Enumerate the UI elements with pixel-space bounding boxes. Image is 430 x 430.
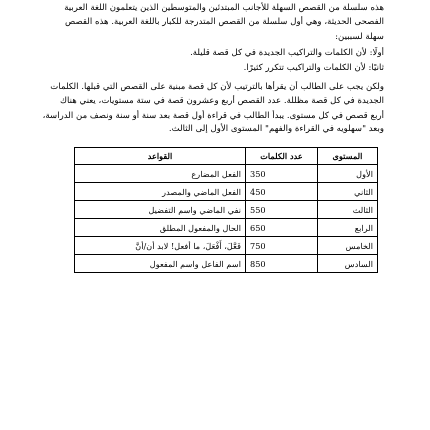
cell-word-count: 350 [246,165,318,183]
intro-line: سهلة لسببين: [335,31,384,42]
header-level: المستوى [318,148,378,165]
cell-word-count: 650 [246,219,318,237]
cell-level: الخامس [318,237,378,255]
cell-rules: اسم الفاعل واسم المفعول [75,255,246,273]
cell-level: الأول [318,165,378,183]
table-row [75,165,378,183]
cell-word-count: 850 [246,255,318,273]
body-line: أربع قصص في كل مستوى. يبدأ الطالب في قراءة أول قصة بعد سنة أو سنة ونصف من الدراسة، [42,110,384,121]
table-row [75,201,378,219]
cell-level: السادس [318,255,378,273]
cell-level: الثاني [318,183,378,201]
body-line: وبعد "سهلويه في القراءة والفهم" المستوى الأول إلى الثالث. [168,124,384,135]
header-rules: القواعد [75,148,246,165]
table-row [75,183,378,201]
body-line: الجديدة في كل قصة مظللة. عدد القصص أربع وعشرون قصة في ستة مستويات، يعني هناك [59,95,384,106]
cell-level: الرابع [318,219,378,237]
body-line: ولكن يجب على الطالب أن يقرأها بالترتيب لأن كل قصة مبنية على القصص التي قبلها. الكلمات [50,82,384,92]
table-header-row [75,148,378,165]
reasons-list [42,47,384,77]
table-row [75,219,378,237]
reason-item: أولًا: لأن الكلمات والتراكيب الجديدة في كل قصة قليلة. [190,48,384,58]
cell-rules: الفعل المضارع [75,165,246,183]
cell-word-count: 450 [246,183,318,201]
cell-rules: الفعل الماضي والمصدر [75,183,246,201]
cell-rules: فَعَّلَ، أَفْعَلَ، ما أفعل! لابد أن/أنَّ [75,237,246,255]
intro-paragraph [42,2,384,46]
body-paragraph [42,81,384,137]
intro-line: الفصحى الحديثة، وهي أول سلسلة من القصص المتدرجة للكبار باللغة العربية. هذه القصص [64,16,384,27]
cell-rules: نفي الماضي واسم التفضيل [75,201,246,219]
cell-level: الثالث [318,201,378,219]
intro-line: هذه سلسلة من القصص السهلة للأجانب المبتدئين والمتوسطين الذين يتعلمون اللغة العربية [64,3,384,13]
cell-word-count: 550 [246,201,318,219]
reason-item: ثانيًا: لأن الكلمات والتراكيب تتكرر كثيرًا. [243,63,384,73]
cell-word-count: 750 [246,237,318,255]
header-word-count: عدد الكلمات [246,148,318,165]
cell-rules: الحال والمفعول المطلق [75,219,246,237]
table-row [75,255,378,273]
table-row [75,237,378,255]
levels-table [74,147,378,273]
